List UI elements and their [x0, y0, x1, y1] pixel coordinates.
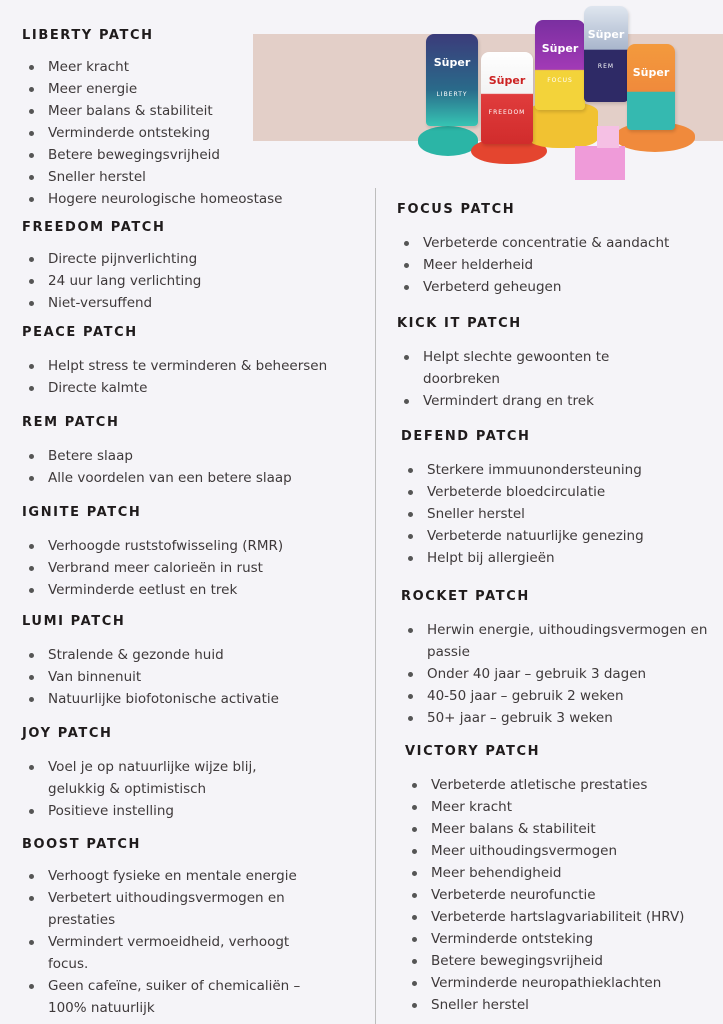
benefit-list	[22, 644, 279, 710]
pouch-brand: Süper	[488, 74, 526, 87]
list-item: Meer energie	[22, 78, 282, 100]
list-item: 50+ jaar – gebruik 3 weken	[401, 707, 711, 729]
section-title: JOY PATCH	[22, 726, 113, 741]
list-item: Verbeterde bloedcirculatie	[401, 481, 644, 503]
list-item: Verbeterde atletische prestaties	[405, 774, 715, 796]
section-title: DEFEND PATCH	[401, 429, 531, 444]
product-photo	[253, 30, 723, 190]
pouch-name: REM	[597, 63, 615, 70]
benefit-list	[22, 535, 283, 601]
focus-pouch	[535, 20, 585, 110]
list-item: Verbeterde neurofunctie	[405, 884, 715, 906]
list-item: Niet-versuffend	[22, 292, 201, 314]
section-peace	[22, 325, 327, 399]
list-item: 40-50 jaar – gebruik 2 weken	[401, 685, 711, 707]
list-item: Verhoogt fysieke en mentale energie	[22, 865, 327, 887]
list-item: Sneller herstel	[405, 994, 715, 1016]
list-item: Meer uithoudingsvermogen	[405, 840, 715, 862]
benefit-list	[22, 248, 201, 314]
section-ignite	[22, 505, 283, 601]
pouch-name: LIBERTY	[436, 91, 468, 98]
list-item: Verbeterde hartslagvariabiliteit (HRV)	[405, 906, 715, 928]
list-item: Meer kracht	[405, 796, 715, 818]
list-item: Verminderde ontsteking	[22, 122, 282, 144]
section-title: REM PATCH	[22, 415, 120, 430]
list-item: Betere bewegingsvrijheid	[22, 144, 282, 166]
benefit-list	[401, 619, 711, 729]
section-title: BOOST PATCH	[22, 837, 142, 852]
list-item: Verbeterde concentratie & aandacht	[397, 232, 669, 254]
section-title: FREEDOM PATCH	[22, 220, 166, 235]
list-item: Verhoogde ruststofwisseling (RMR)	[22, 535, 283, 557]
section-rem	[22, 415, 292, 489]
section-kick-it	[397, 316, 657, 412]
pouch-brand: Süper	[541, 42, 579, 55]
list-item: Sterkere immuunondersteuning	[401, 459, 644, 481]
benefit-list	[22, 355, 327, 399]
column-divider	[375, 188, 376, 1024]
section-title: PEACE PATCH	[22, 325, 138, 340]
pedestal-teal	[418, 126, 478, 156]
list-item: Herwin energie, uithoudingsvermogen en passie	[401, 619, 711, 663]
benefit-list	[22, 445, 292, 489]
list-item: Sneller herstel	[22, 166, 282, 188]
list-item: Meer balans & stabiliteit	[22, 100, 282, 122]
pouch-name: FOCUS	[547, 77, 573, 84]
list-item: Helpt bij allergieën	[401, 547, 644, 569]
list-item: Positieve instelling	[22, 800, 302, 822]
list-item: Betere slaap	[22, 445, 292, 467]
list-item: Stralende & gezonde huid	[22, 644, 279, 666]
pouch-name: FREEDOM	[488, 109, 526, 116]
list-item: Alle voordelen van een betere slaap	[22, 467, 292, 489]
section-lumi	[22, 614, 279, 710]
pouch-brand: Süper	[587, 28, 625, 41]
section-title: VICTORY PATCH	[405, 744, 541, 759]
list-item: Sneller herstel	[401, 503, 644, 525]
list-item: Directe pijnverlichting	[22, 248, 201, 270]
list-item: Meer behendigheid	[405, 862, 715, 884]
section-title: IGNITE PATCH	[22, 505, 142, 520]
list-item: Verminderde neuropathieklachten	[405, 972, 715, 994]
list-item: Verbeterd geheugen	[397, 276, 669, 298]
section-boost	[22, 837, 327, 1019]
list-item: Helpt slechte gewoonten te doorbreken	[397, 346, 657, 390]
list-item: Verminderde ontsteking	[405, 928, 715, 950]
pink-cube	[575, 146, 625, 180]
section-title: LUMI PATCH	[22, 614, 126, 629]
list-item: Verminderde eetlust en trek	[22, 579, 283, 601]
list-item: Verbeterde natuurlijke genezing	[401, 525, 644, 547]
rem-pouch	[584, 6, 628, 102]
list-item: Verbrand meer calorieën in rust	[22, 557, 283, 579]
section-joy	[22, 726, 302, 822]
liberty-pouch	[426, 34, 478, 126]
list-item: Verbetert uithoudingsvermogen en prestaties	[22, 887, 327, 931]
section-title: FOCUS PATCH	[397, 202, 516, 217]
list-item: Meer balans & stabiliteit	[405, 818, 715, 840]
benefit-list	[22, 56, 282, 210]
list-item: 24 uur lang verlichting	[22, 270, 201, 292]
section-title: KICK IT PATCH	[397, 316, 522, 331]
list-item: Natuurlijke biofotonische activatie	[22, 688, 279, 710]
list-item: Van binnenuit	[22, 666, 279, 688]
list-item: Helpt stress te verminderen & beheersen	[22, 355, 327, 377]
list-item: Vermindert drang en trek	[397, 390, 657, 412]
list-item: Geen cafeïne, suiker of chemicaliën – 100% natuurlijk	[22, 975, 327, 1019]
list-item: Onder 40 jaar – gebruik 3 dagen	[401, 663, 711, 685]
list-item: Meer helderheid	[397, 254, 669, 276]
benefit-list	[397, 232, 669, 298]
pouch-brand: Süper	[433, 56, 471, 69]
benefit-list	[397, 346, 657, 412]
section-title: LIBERTY PATCH	[22, 28, 154, 43]
pink-cube-small	[597, 126, 619, 148]
list-item: Hogere neurologische homeostase	[22, 188, 282, 210]
freedom-pouch	[481, 52, 533, 144]
section-liberty	[22, 28, 282, 210]
list-item: Voel je op natuurlijke wijze blij, gelukkig & optimistisch	[22, 756, 302, 800]
section-focus	[397, 202, 669, 298]
list-item: Meer kracht	[22, 56, 282, 78]
pouch-brand: Süper	[632, 66, 670, 79]
orange-pouch	[627, 44, 675, 130]
section-rocket	[401, 589, 711, 729]
section-victory	[405, 744, 715, 1016]
list-item: Directe kalmte	[22, 377, 327, 399]
section-defend	[401, 429, 644, 569]
list-item: Betere bewegingsvrijheid	[405, 950, 715, 972]
benefit-list	[401, 459, 644, 569]
benefit-list	[405, 774, 715, 1016]
list-item: Vermindert vermoeidheid, verhoogt focus.	[22, 931, 327, 975]
benefit-list	[22, 865, 327, 1019]
section-freedom	[22, 220, 201, 314]
benefit-list	[22, 756, 302, 822]
section-title: ROCKET PATCH	[401, 589, 530, 604]
